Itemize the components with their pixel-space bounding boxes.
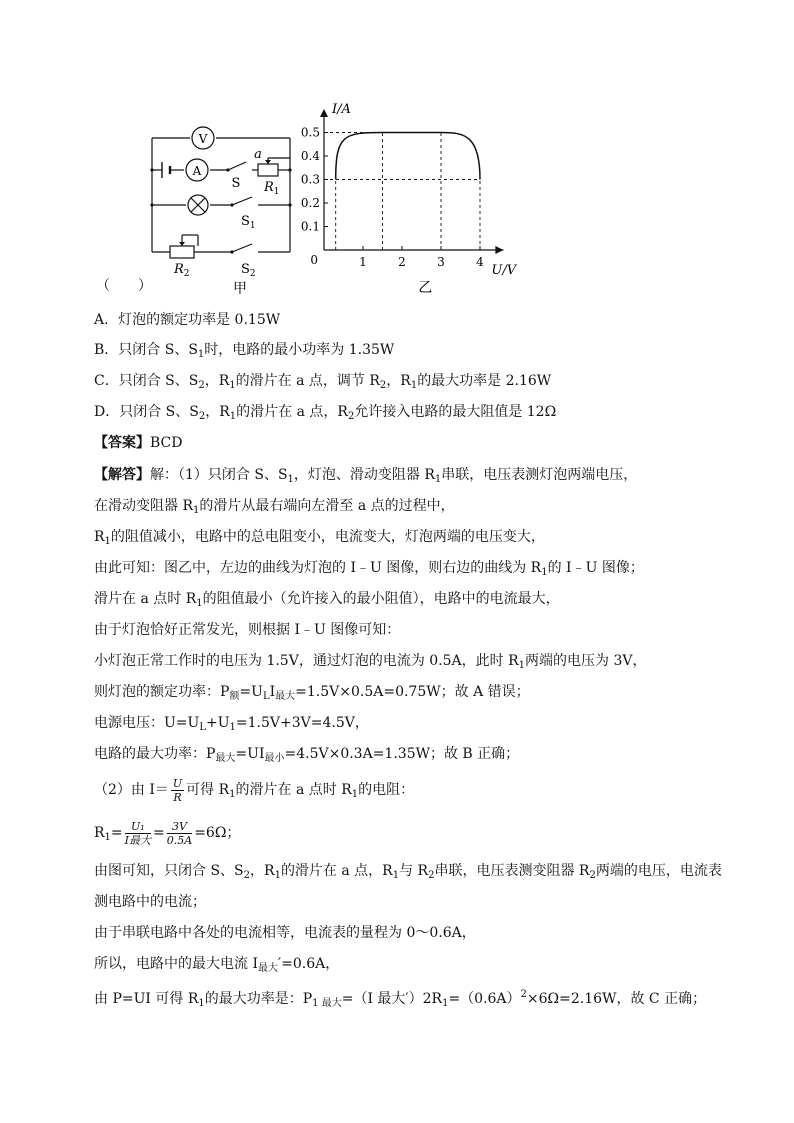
ammeter-label: A xyxy=(192,164,202,178)
series-curve-1 xyxy=(441,133,480,180)
solution-line-10: 电路的最大功率：$P_{最大}=UI_{最小}=4.5V\times 0.3A=1.35W$；故 B 正确； xyxy=(94,746,520,764)
y-tick-label-1: 0.2 xyxy=(300,196,320,210)
option-b: B．只闭合 S、$S_1$时，电路的最小功率为 1.35W xyxy=(94,342,395,360)
solution-line-3: $R_1$的阻值减小，电路中的总电阻变小，电流变大，灯泡两端的电压变大， xyxy=(94,529,545,547)
fraction-u1-over-imax: $\frac{\text{U₁}}{\text{I最大}}$ xyxy=(124,819,152,847)
y-tick-label-4: 0.5 xyxy=(300,125,320,140)
figure-jia-caption: 甲 xyxy=(233,281,247,295)
x-axis-label: U/V xyxy=(491,263,517,278)
solution-line-7: 小灯泡正常工作时的电压为 1.5V，通过灯泡的电流为 0.5A，此时 $R_1$两端的电压为 3V， xyxy=(94,653,647,671)
y-tick-label-3: 0.4 xyxy=(300,149,320,163)
solution-line-12: $R_1=$ $\frac{\text{U₁}}{\text{I最大}}$ = $\frac{3V}{0.5A}$ =6Ω； xyxy=(94,819,241,847)
solution-line-8: 则灯泡的额定功率：$P_额=U_LI_{最大}=1.5V\times 0.5A=0.75W$；故 A 错误； xyxy=(94,684,530,702)
solution-line-17: 由 P=UI 可得 $R_1$的最大功率是：$P_{1 最大}=(I$ 最大$')2R_1=(0.6A)^2\times 6\Omega=2.16W$，故 C 正确； xyxy=(94,989,707,1009)
r1-label: $R_1$ xyxy=(264,180,280,197)
answer-line: 【答案】BCD xyxy=(94,435,183,451)
option-c: C．只闭合 S、$S_2$，$R_1$的滑片在 a 点，调节 $R_2$，$R_1$的最大功率是 2.16W xyxy=(94,373,552,391)
x-tick-label-0: 1 xyxy=(359,255,367,269)
y-axis-label: I/A xyxy=(332,102,351,117)
solution-line-13: 由图可知，只闭合 S、$S_2$，$R_1$的滑片在 a 点，$R_1$与 $R_2$串联，电压表测变阻器 $R_2$两端的电压，电流表 xyxy=(94,863,722,881)
solution-line-1: 【解答】解：（1）只闭合 S、$S_1$，灯泡、滑动变阻器 $R_1$串联，电压表测灯泡两端电压， xyxy=(94,467,638,485)
solution-line-15: 由于串联电路中各处的电流相等，电流表的量程为 0～0.6A， xyxy=(94,925,476,941)
solution-line-14: 测电路中的电流； xyxy=(94,894,206,910)
option-d: D．只闭合 S、$S_2$，$R_1$的滑片在 a 点，$R_2$允许接入电路的最大阻值是 12Ω xyxy=(94,404,557,422)
solution-line-6: 由于灯泡恰好正常发光，则根据 I﹣U 图像可知： xyxy=(94,622,401,638)
series-curve-0 xyxy=(336,133,383,180)
circuit-diagram xyxy=(140,115,305,295)
x-axis-arrow xyxy=(495,246,503,254)
fraction-3v-over-05a: $\frac{3V}{0.5A}$ xyxy=(166,819,193,847)
origin-label: 0 xyxy=(310,253,318,267)
point-a-label: a xyxy=(254,147,262,162)
x-tick-label-3: 4 xyxy=(476,255,484,269)
fraction-u-over-r: $\frac{U}{R}$ xyxy=(172,776,183,804)
solution-line-16: 所以，电路中的最大电流 $I_{最大}'=0.6A$， xyxy=(94,956,340,974)
figure-yi-caption: 乙 xyxy=(418,280,433,295)
y-axis-arrow xyxy=(320,109,328,117)
figures-area xyxy=(0,95,794,295)
s2-label: $S_2$ xyxy=(241,262,256,279)
r2-label: $R_2$ xyxy=(174,262,190,279)
answer-paren: （ ） xyxy=(96,278,152,294)
x-tick-label-1: 2 xyxy=(398,255,406,269)
s1-label: $S_1$ xyxy=(241,214,256,231)
switch-s-label: S xyxy=(231,176,241,191)
solution-line-4: 由此可知：图乙中，左边的曲线为灯泡的 I﹣U 图像，则右边的曲线为 $R_1$的 I﹣U 图像； xyxy=(94,560,644,578)
solution-line-9: 电源电压：$U=U_L+U_1=1.5V+3V=4.5V$， xyxy=(94,715,369,733)
solution-line-2: 在滑动变阻器 $R_1$的滑片从最右端向左滑至 a 点的过程中， xyxy=(94,498,455,516)
solution-line-11: （2）由 I＝ $\frac{U}{R}$ 可得 $R_1$的滑片在 a 点时 $R_1$的电阻： xyxy=(94,776,415,804)
solution-line-5: 滑片在 a 点时 $R_1$的阻值最小（允许接入的最小阻值），电路中的电流最大， xyxy=(94,591,560,609)
voltmeter-label: V xyxy=(198,132,208,146)
x-tick-label-2: 3 xyxy=(437,255,445,269)
option-a: A．灯泡的额定功率是 0.15W xyxy=(94,312,281,328)
iu-graph xyxy=(300,95,540,295)
y-tick-label-0: 0.1 xyxy=(300,219,320,234)
y-tick-label-2: 0.3 xyxy=(300,172,320,187)
